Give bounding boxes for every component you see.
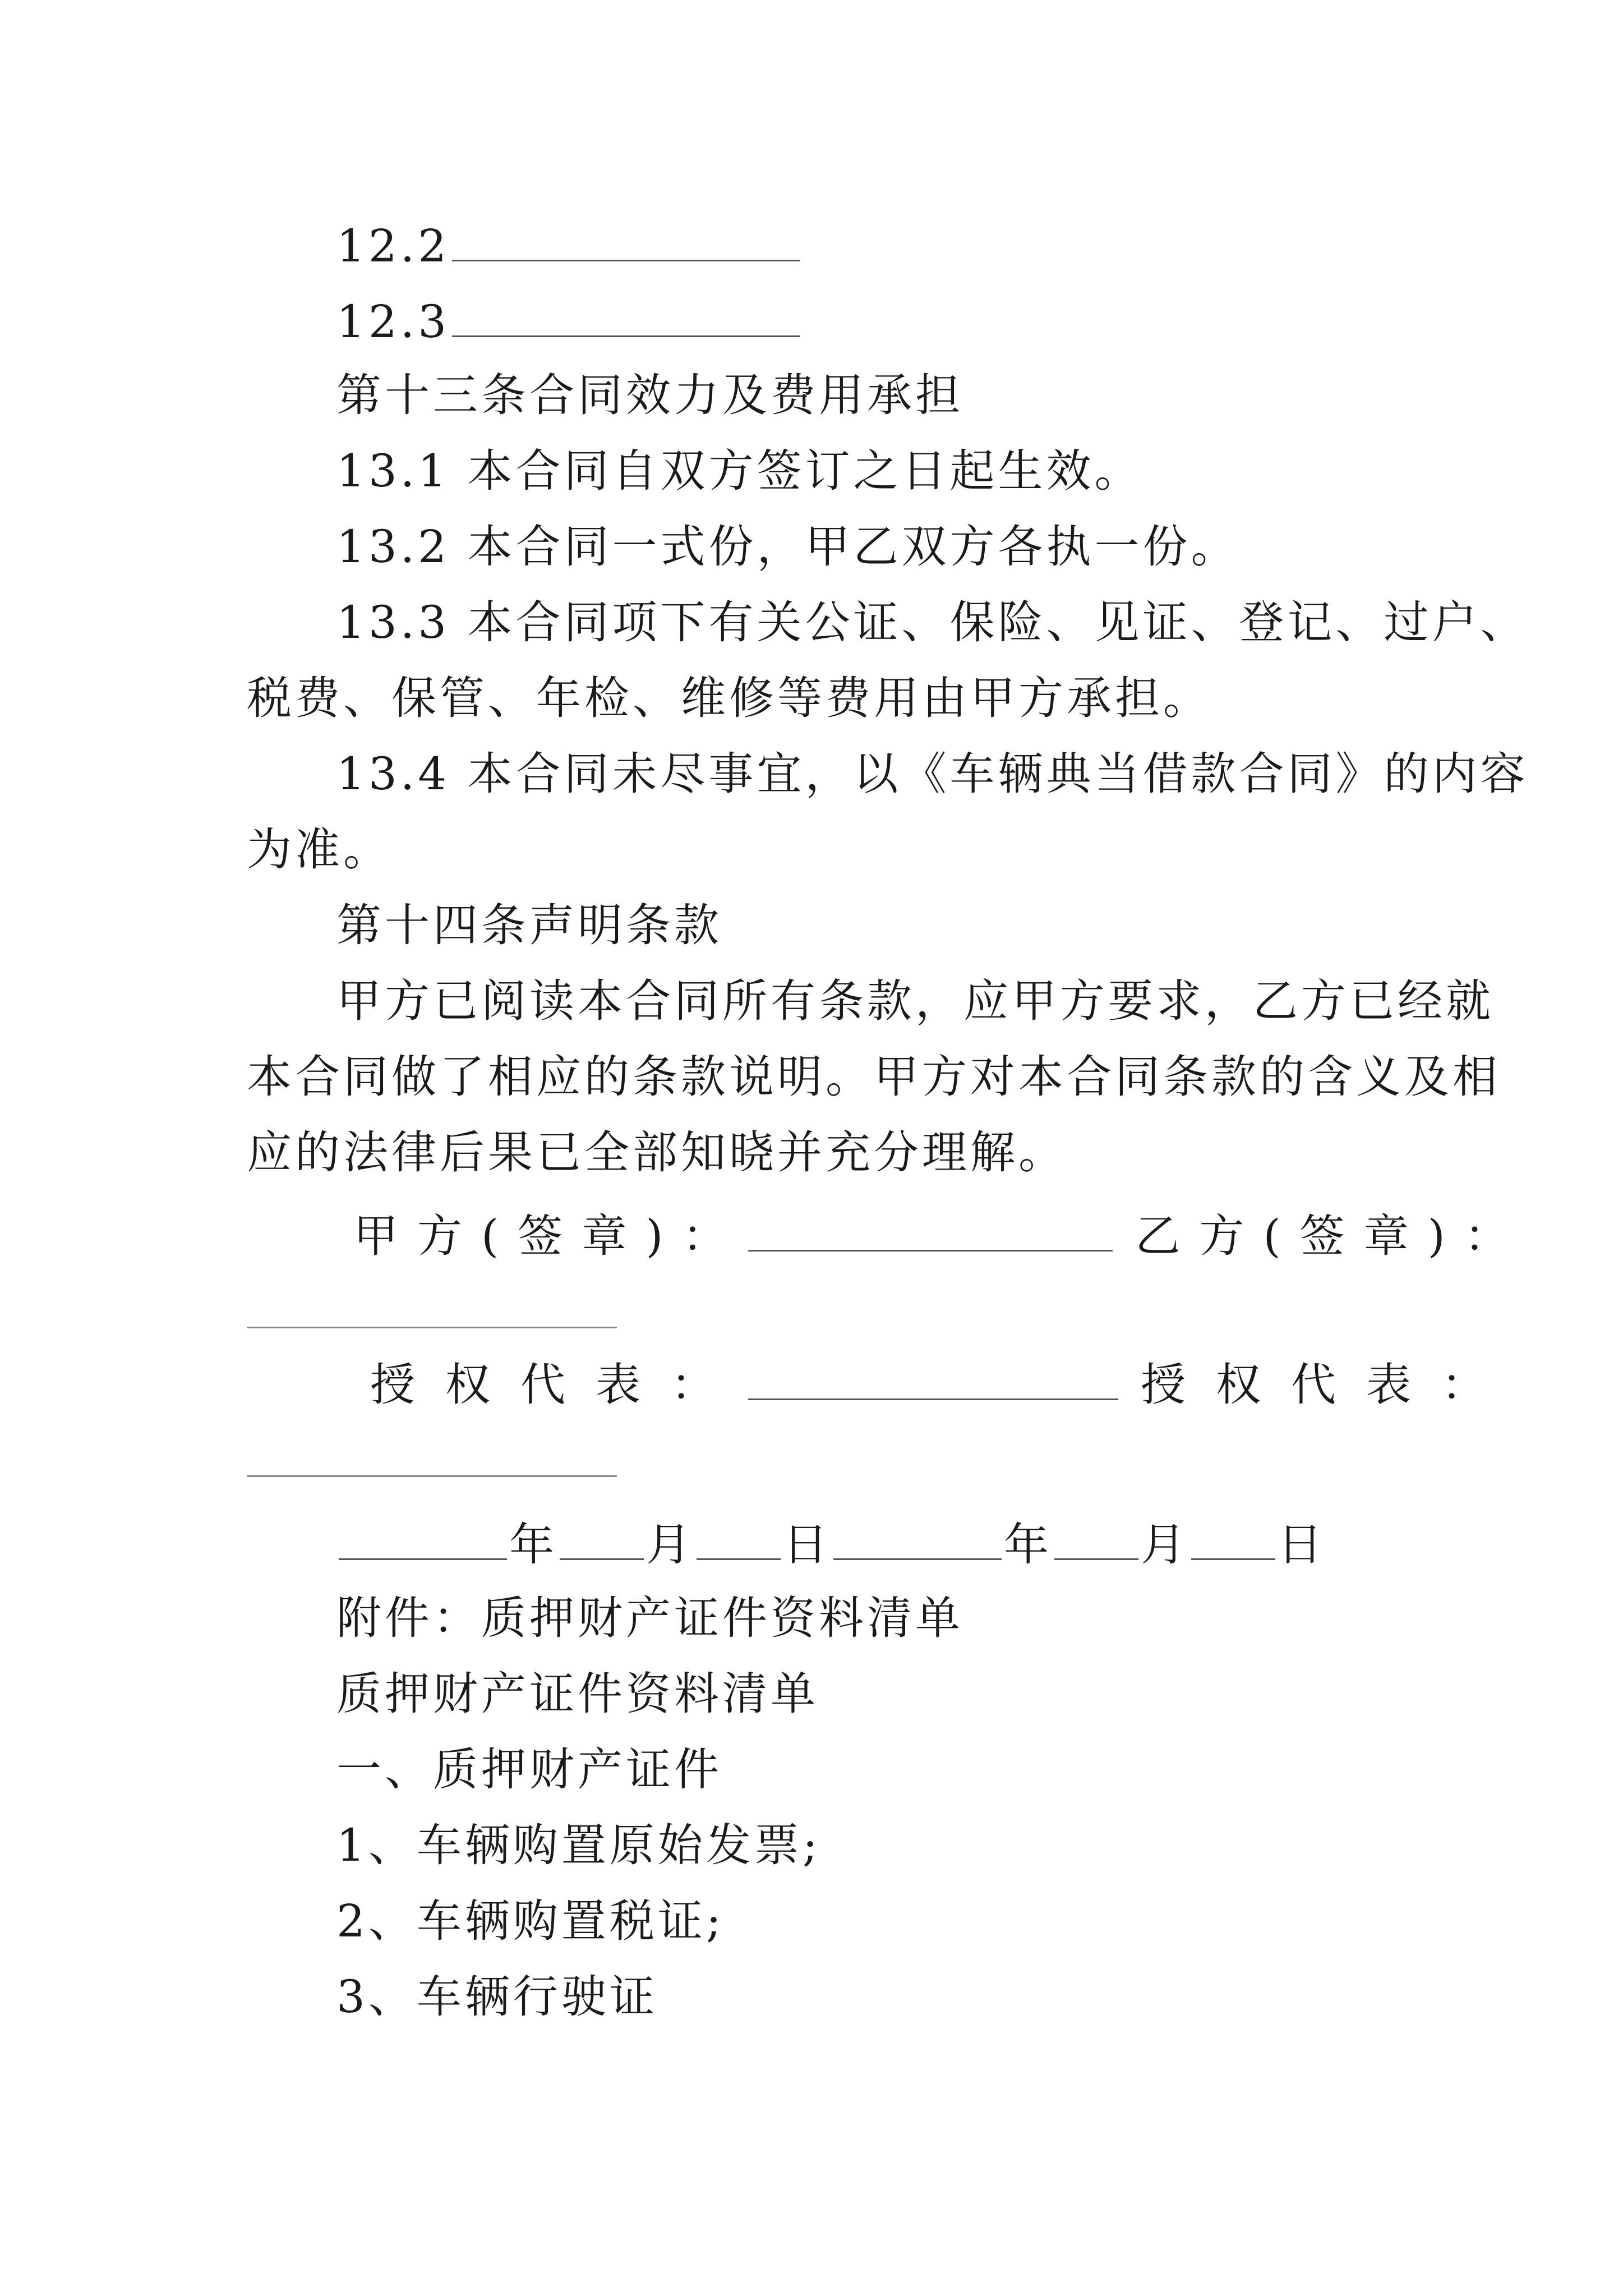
clause-12-2 <box>336 216 802 272</box>
party-b-signature-blank <box>247 1327 617 1328</box>
list-item: 3、车辆行驶证 <box>336 1971 658 2023</box>
month-blank <box>560 1515 644 1560</box>
party-a-representative-label: 授权代表： <box>370 1359 746 1411</box>
article-13-heading: 第十三条合同效力及费用承担 <box>336 369 963 421</box>
representative-row <box>370 1355 1516 1411</box>
day-blank <box>1191 1515 1275 1560</box>
fill-blank <box>452 292 800 337</box>
list-item: 1、车辆购置原始发票; <box>336 1819 821 1871</box>
clause-number: 12.3 <box>336 296 450 348</box>
month-blank <box>1054 1515 1138 1560</box>
section-heading: 一、质押财产证件 <box>336 1743 722 1796</box>
clause-13-4-line2: 为准。 <box>247 823 391 876</box>
month-label: 月 <box>1141 1519 1189 1571</box>
statement-line2: 本合同做了相应的条款说明。甲方对本合同条款的含义及相 <box>247 1051 1501 1103</box>
clause-13-1: 13.1 本合同自双方签订之日起生效。 <box>336 445 1143 497</box>
attachment-title: 质押财产证件资料清单 <box>336 1668 819 1720</box>
attachment-line: 附件：质押财产证件资料清单 <box>336 1592 963 1644</box>
clause-number: 12.2 <box>336 220 450 272</box>
year-label: 年 <box>509 1519 557 1571</box>
year-blank <box>833 1515 1002 1560</box>
party-a-signature-label: 甲方(签章)： <box>353 1210 746 1262</box>
statement-line1: 甲方已阅读本合同所有条款，应甲方要求，乙方已经就 <box>336 975 1494 1027</box>
party-b-representative-label: 授权代表： <box>1141 1359 1516 1411</box>
clause-13-4-line1: 13.4 本合同未尽事宜，以《车辆典当借款合同》的内容 <box>336 748 1529 800</box>
date-row <box>336 1515 1326 1571</box>
article-14-heading: 第十四条声明条款 <box>336 899 722 951</box>
party-b-signature-label: 乙方(签章)： <box>1135 1210 1528 1262</box>
clause-13-2: 13.2 本合同一式份，甲乙双方各执一份。 <box>336 521 1239 573</box>
party-b-representative-blank <box>247 1475 617 1477</box>
clause-12-3 <box>336 292 802 348</box>
clause-13-3-line2: 税费、保管、年检、维修等费用由甲方承担。 <box>247 672 1211 724</box>
year-blank <box>339 1515 507 1560</box>
clause-13-3-line1: 13.3 本合同项下有关公证、保险、见证、登记、过户、 <box>336 596 1529 648</box>
statement-line3: 应的法律后果已全部知晓并充分理解。 <box>247 1126 1067 1179</box>
signature-row <box>353 1206 1528 1262</box>
party-a-signature-blank <box>748 1206 1113 1251</box>
month-label: 月 <box>646 1519 694 1571</box>
day-label: 日 <box>783 1519 831 1571</box>
day-blank <box>697 1515 781 1560</box>
day-label: 日 <box>1278 1519 1326 1571</box>
party-a-representative-blank <box>748 1355 1118 1400</box>
year-label: 年 <box>1004 1519 1052 1571</box>
list-item: 2、车辆购置税证; <box>336 1895 725 1947</box>
fill-blank <box>452 216 800 261</box>
